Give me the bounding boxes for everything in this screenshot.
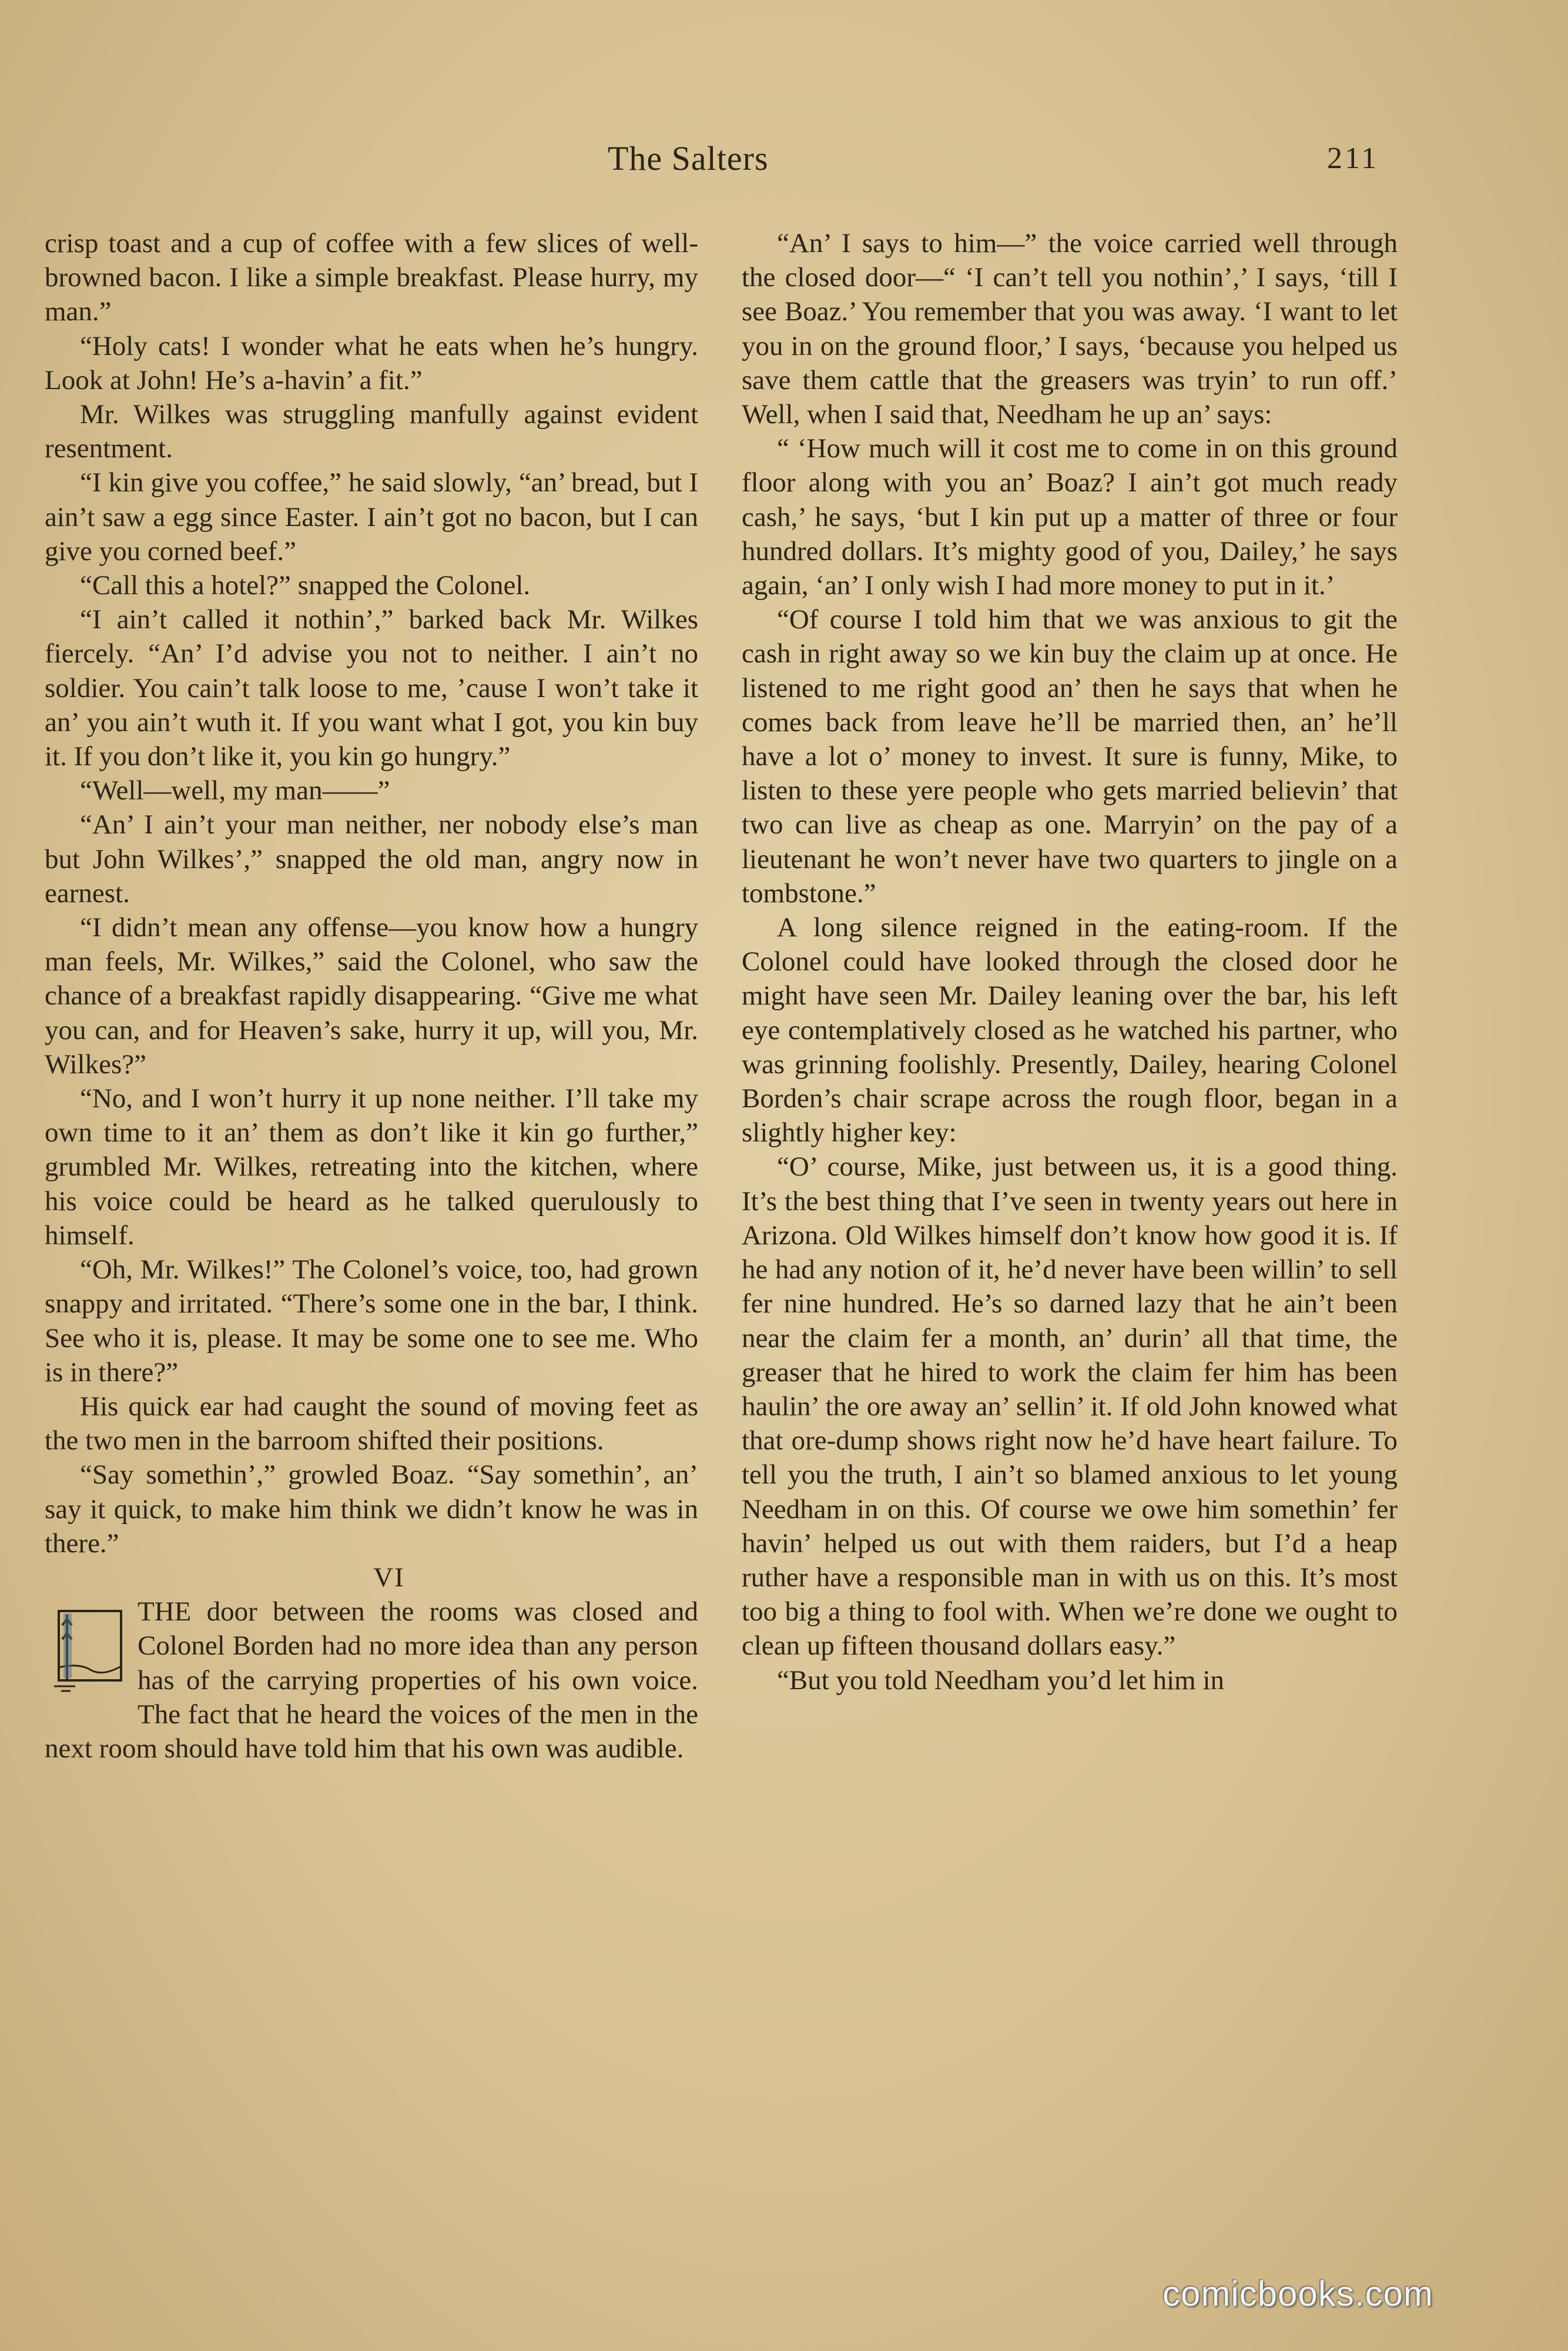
paragraph: crisp toast and a cup of coffee with a few slices of well-browned bacon. I like a simple breakfast. Please hurry, my man.”: [45, 228, 698, 327]
paragraph: Mr. Wilkes was struggling manfully against evident resentment.: [45, 399, 698, 464]
site-watermark: comicbooks.com: [1162, 2274, 1433, 2313]
paragraph: “But you told Needham you’d let him in: [777, 1665, 1225, 1696]
paragraph: “I ain’t called it nothin’,” barked back Mr. Wilkes fiercely. “An’ I’d advise you not to neither. I ain’t no soldier. You cain’t talk loose to me, ’cause I won’t take it an’ you ain’t wuth it. If you want what I got, you kin buy it. If you don’t like it, you kin go hungry.”: [45, 604, 698, 772]
paragraph: “Well—well, my man——”: [80, 775, 390, 806]
opening-paragraph: THE door between the rooms was closed and Colonel Borden had no more idea than any person has of the carrying properties of his own voice. The fact that he heard the voices of the men in the next room should have told him that his own was audible.: [45, 1596, 698, 1764]
paragraph: “An’ I ain’t your man neither, ner nobody else’s man but John Wilkes’,” snapped the old man, angry now in earnest.: [45, 809, 698, 909]
running-header: [0, 139, 1568, 192]
paragraph: His quick ear had caught the sound of moving feet as the two men in the barroom shifted their positions.: [45, 1391, 698, 1456]
drop-cap-ornament-icon: [49, 1598, 126, 1697]
paragraph: “Oh, Mr. Wilkes!” The Colonel’s voice, too, had grown snappy and irritated. “There’s some one in the bar, I think. See who it is, please. It may be some one to see me. Who is in there?”: [45, 1254, 698, 1388]
section-opening: [45, 1595, 698, 1766]
paragraph: “Of course I told him that we was anxious to git the cash in right away so we kin buy the claim up at once. He listened to me right good an’ then he says that when he comes back from leave he’ll be married then, an’ he’ll have a lot o’ money to invest. It sure is funny, Mike, to listen to these yere people who gets married believin’ that two can live as cheap as one. Marryin’ on the pay of a lieutenant he won’t never have two quarters to jingle on a tombstone.”: [742, 604, 1398, 909]
left-column: [45, 226, 698, 1766]
page-number: 211: [1327, 142, 1379, 175]
paragraph: “I kin give you coffee,” he said slowly, “an’ bread, but I ain’t saw a egg since Easter. I ain’t got no bacon, but I can give you corned beef.”: [45, 467, 698, 567]
paragraph: “An’ I says to him—” the voice carried well through the closed door—“ ‘I can’t tell you nothin’,’ I says, ‘till I see Boaz.’ You remember that you was away. ‘I want to let you in on the ground floor,’ I says, ‘because you helped us save them cattle that the greasers was tryin’ to run off.’ Well, when I said that, Needham he up an’ says:: [742, 228, 1398, 430]
paragraph: A long silence reigned in the eating-room. If the Colonel could have looked through the closed door he might have seen Mr. Dailey leaning over the bar, his left eye contemplatively closed as he watched his partner, who was grinning foolishly. Presently, Dailey, hearing Colonel Borden’s chair scrape across the rough floor, began in a slightly higher key:: [742, 912, 1398, 1148]
paragraph: “Holy cats! I wonder what he eats when he’s hungry. Look at John! He’s a-havin’ a fit.”: [45, 330, 698, 396]
section-number: VI: [373, 1562, 405, 1593]
paragraph: “Call this a hotel?” snapped the Colonel.: [80, 570, 531, 601]
paragraph: “Say somethin’,” growled Boaz. “Say somethin’, an’ say it quick, to make him think we didn’t know he was in there.”: [45, 1459, 698, 1559]
right-column: [742, 226, 1398, 1697]
paragraph: “O’ course, Mike, just between us, it is a good thing. It’s the best thing that I’ve seen in twenty years out here in Arizona. Old Wilkes himself don’t know how good it is. If he had any notion of it, he’d never have been willin’ to sell fer nine hundred. He’s so darned lazy that he ain’t been near the claim fer a month, an’ durin’ all that time, the greaser that he hired to work the claim fer him has been haulin’ the ore away an’ sellin’ it. If old John knowed what that ore-dump shows right now he’d have heart failure. To tell you the truth, I ain’t so blamed anxious to let young Needham in on this. Of course we owe him somethin’ fer havin’ helped us out with them raiders, but I’d a heap ruther have a responsible man in with us on this. It’s most too big a thing to fool with. When we’re done we ought to clean up fifteen thousand dollars easy.”: [742, 1151, 1398, 1662]
paragraph: “ ‘How much will it cost me to come in on this ground floor along with you an’ Boaz? I ain’t got much ready cash,’ he says, ‘but I kin put up a matter of three or four hundred dollars. It’s mighty good of you, Dailey,’ he says again, ‘an’ I only wish I had more money to put in it.’: [742, 433, 1398, 601]
paragraph: “I didn’t mean any offense—you know how a hungry man feels, Mr. Wilkes,” said the Colonel, who saw the chance of a breakfast rapidly disappearing. “Give me what you can, and for Heaven’s sake, hurry it up, will you, Mr. Wilkes?”: [45, 912, 698, 1080]
running-title: The Salters: [608, 139, 769, 178]
paragraph: “No, and I won’t hurry it up none neither. I’ll take my own time to it an’ them as don’t like it kin go further,” grumbled Mr. Wilkes, retreating into the kitchen, where his voice could be heard as he talked querulously to himself.: [45, 1083, 698, 1251]
